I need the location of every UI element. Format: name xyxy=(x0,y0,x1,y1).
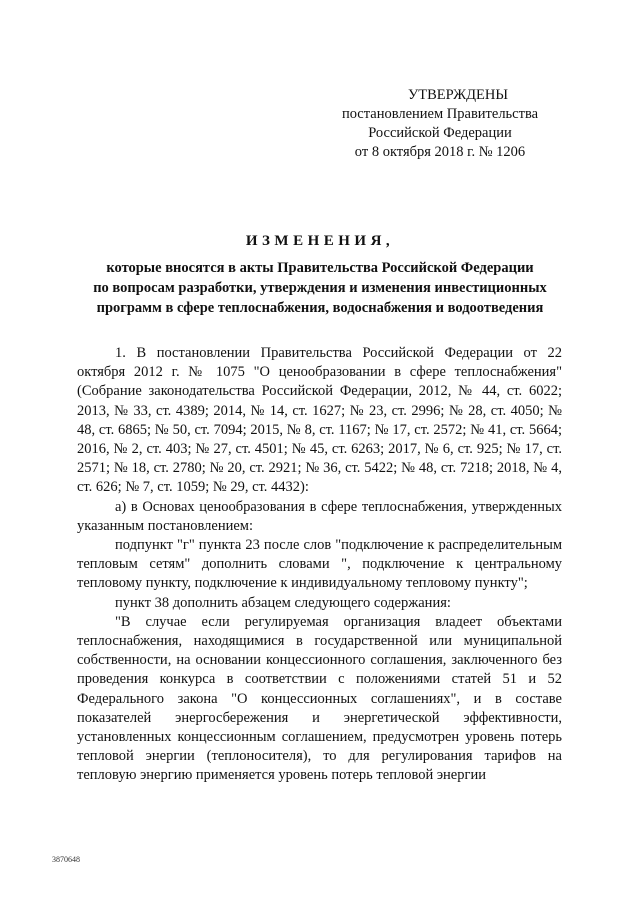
document-subtitle xyxy=(60,258,580,318)
approval-line-date-number: от 8 октября 2018 г. № 1206 xyxy=(354,144,526,160)
subtitle-line-2: по вопросам разработки, утверждения и изменения инвестиционных xyxy=(93,280,547,296)
paragraph-point-38: пункт 38 дополнить абзацем следующего содержания: xyxy=(115,594,451,611)
approval-block xyxy=(330,86,550,162)
paragraph-subpoint-g: подпункт "г" пункта 23 после слов "подключение к распределительным тепловым сетям" дополнить словами ", подключение к центральному тепловому пункту, подключение к индивидуальному тепловому пункту"; xyxy=(77,537,562,592)
paragraph-subitem-a: а) в Основах ценообразования в сфере теплоснабжения, утвержденных указанным постановлением: xyxy=(77,498,562,534)
approval-heading: УТВЕРЖДЕНЫ xyxy=(407,87,509,103)
document-body xyxy=(77,344,562,786)
subtitle-line-1: которые вносятся в акты Правительства Российской Федерации xyxy=(106,260,534,276)
approval-line-country: Российской Федерации xyxy=(368,125,512,141)
document-title: ИЗМЕНЕНИЯ, xyxy=(245,233,395,249)
approval-line-resolution: постановлением Правительства xyxy=(341,106,539,122)
paragraph-quoted-text: "В случае если регулируемая организация владеет объектами теплоснабжения, находящимися в государственной или муниципальной собственности, на основании концессионного соглашения, заключенного без проведения конкурса в соответствии с положениями статей 51 и 52 Федерального закона "О концессионных соглашениях", и в составе показателей энергосбережения и энергетической эффективности, установленных концессионным соглашением, предусмотрен уровень потерь тепловой энергии (теплоносителя), то для регулирования тарифов на тепловую энергию применяется уровень потерь тепловой энергии xyxy=(77,613,562,784)
document-id-code: 3870648 xyxy=(52,855,80,864)
paragraph-item-1: 1. В постановлении Правительства Российской Федерации от 22 октября 2012 г. № 1075 "О ценообразовании в сфере теплоснабжения" (Собрание законодательства Российской Федерации, 2012, № 44, ст. 6022; 2013, № 33, ст. 4389; 2014, № 14, ст. 1627; № 23, ст. 2996; № 28, ст. 4050; № 48, ст. 6865; № 50, ст. 7094; 2015, № 8, ст. 1167; № 17, ст. 2572; № 41, ст. 5664; 2016, № 2, ст. 403; № 27, ст. 4501; № 45, ст. 6263; 2017, № 6, ст. 925; № 17, ст. 2571; № 18, ст. 2780; № 20, ст. 2921; № 36, ст. 5422; № 48, ст. 7218; 2018, № 4, ст. 626; № 7, ст. 1059; № 29, ст. 4432): xyxy=(77,345,562,496)
subtitle-line-3: программ в сфере теплоснабжения, водоснабжения и водоотведения xyxy=(96,300,544,316)
